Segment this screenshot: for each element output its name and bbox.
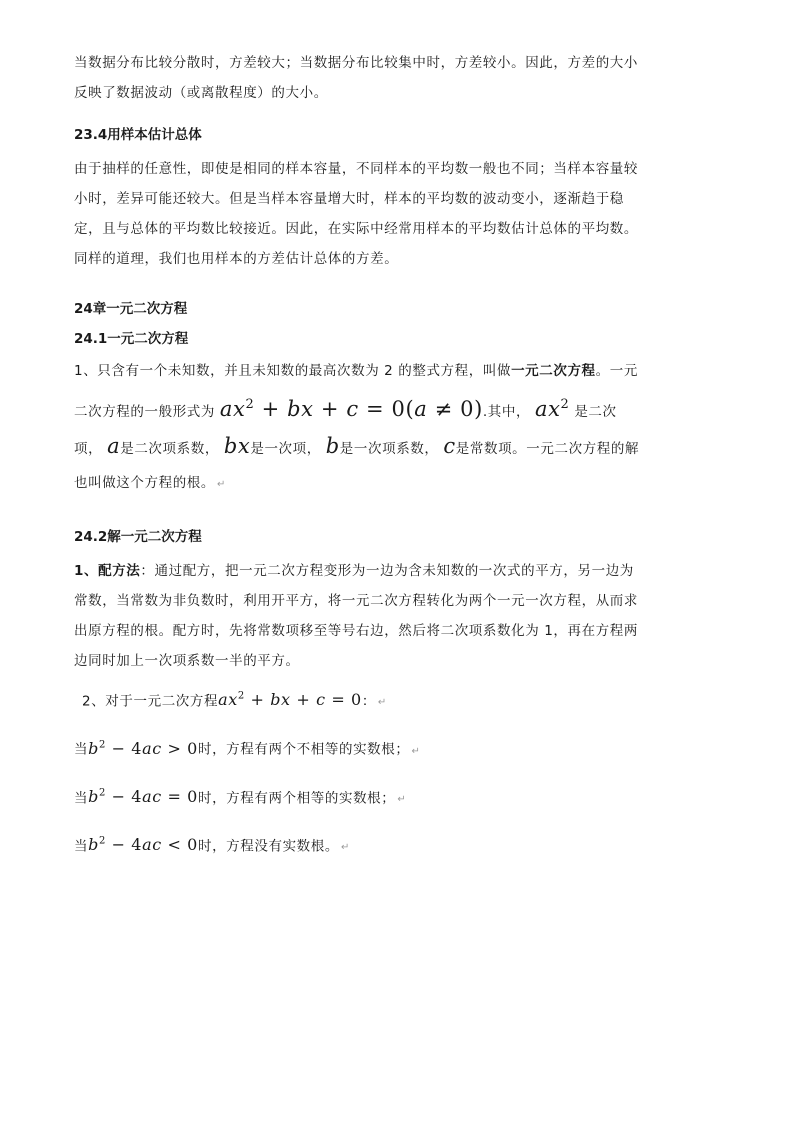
formula-delta-zero: $b^2 - 4ac = 0$ <box>88 786 198 806</box>
discriminant-positive: 当$b^2 - 4ac > 0$时，方程有两个不相等的实数根； ↵ <box>74 738 421 758</box>
heading-24-2: 24.2解一元二次方程 <box>74 529 202 545</box>
term-completing-square: 1、配方法 <box>74 563 141 579</box>
heading-23-4: 23.4用样本估计总体 <box>74 127 202 143</box>
formula-a: a <box>107 434 121 458</box>
term-quadratic-equation: 一元二次方程 <box>511 363 596 379</box>
paragraph-sample-estimate: 由于抽样的任意性，即使是相同的样本容量，不同样本的平均数一般也不同；当样本容量较小时，差异可能还较大。但是当样本容量增大时，样本的平均数的波动变小，逐渐趋于稳定，且与总体的平均数比较接近。因此，在实际中经常用样本的平均数估计总体的平均数。同样的道理，我们也用样本的方差估计总体的方差。 <box>74 161 638 267</box>
discriminant-intro: 2、对于一元二次方程$ax^2$ + bx + c = 0： ↵ <box>82 690 387 710</box>
discriminant-negative: 当$b^2 - 4ac < 0$时，方程没有实数根。 ↵ <box>74 835 350 855</box>
formula-delta-positive: $b^2 - 4ac > 0$ <box>88 738 198 758</box>
formula-equation: $ax^2$ + bx + c = 0 <box>218 690 362 710</box>
formula-bx: bx <box>223 434 251 458</box>
discriminant-zero: 当$b^2 - 4ac = 0$时，方程有两个相等的实数根； ↵ <box>74 786 407 806</box>
spacer <box>74 108 644 120</box>
paragraph-mark: ↵ <box>217 479 226 490</box>
formula-ax2: $ax^2$ <box>534 397 570 421</box>
definition-paragraph: 1、只含有一个未知数，并且未知数的最高次数为 2 的整式方程，叫做一元二次方程。一元二次方程的一般形式为 $ax^2$ + bx + c = 0(a ≠ 0).其中， $ax^2$ 是二次项， a是二次项系数， bx是一次项， b是一次项系数， c是常数项。一元二次方程的解也叫做这个方程的根。 ↵ <box>74 363 640 491</box>
heading-chapter-24: 24章一元二次方程 <box>74 301 188 317</box>
document-page <box>74 48 644 869</box>
formula-delta-negative: $b^2 - 4ac < 0$ <box>88 835 198 855</box>
paragraph-completing-square: 1、配方法：通过配方，把一元二次方程变形为一边为含未知数的一次式的平方，另一边为常数，当常数为非负数时，利用开平方，将一元二次方程转化为两个一元一次方程，从而求出原方程的根。配方时，先将常数项移至等号右边，然后将二次项系数化为 1，再在方程两边同时加上一次项系数一半的平方。 <box>74 563 638 669</box>
discriminant-block <box>74 676 644 869</box>
formula-general-form: $ax^2$ + bx + c = 0(a ≠ 0) <box>219 397 483 421</box>
definition-block <box>74 354 644 502</box>
heading-24-1: 24.1一元二次方程 <box>74 331 189 347</box>
formula-c: c <box>443 434 456 458</box>
paragraph-variance: 当数据分布比较分散时，方差较大；当数据分布比较集中时，方差较小。因此，方差的大小反映了数据波动（或离散程度）的大小。 <box>74 55 638 101</box>
formula-b: b <box>325 434 340 458</box>
